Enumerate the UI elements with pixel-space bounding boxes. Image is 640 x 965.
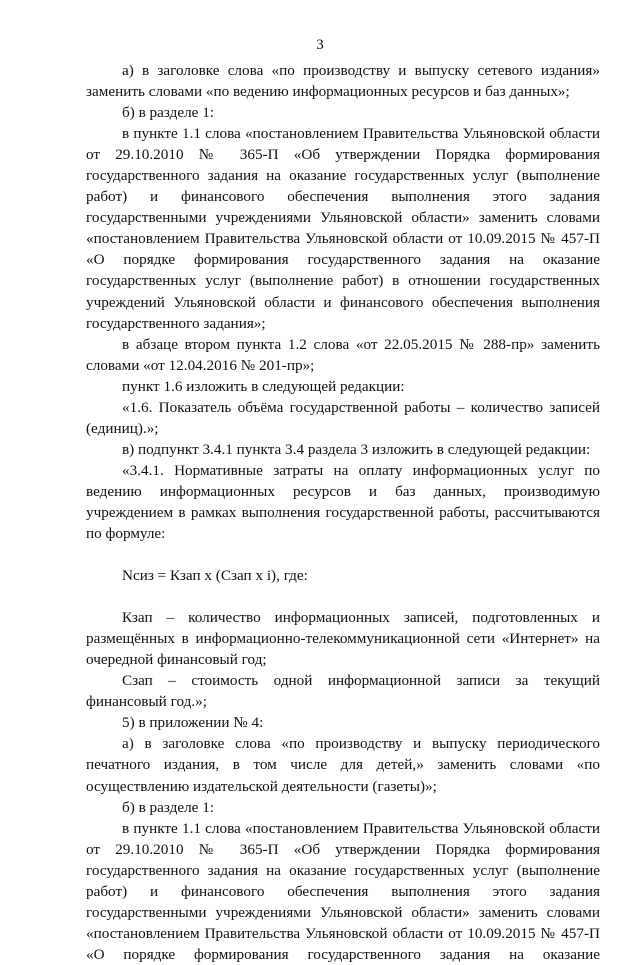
formula: Nсиз = Кзап х (Сзап х i), где: (122, 567, 308, 585)
paragraph-appendix-4-clause-1-1: в пункте 1.1 слова «постановлением Правительства Ульяновской области от 29.10.2010 № 365-П «Об утверждении Порядка формирования государственного задания на оказание государственных услуг (выполнение работ) и финансового обеспечения выполнения этого задания государственными учреждениями Ульяновской области» заменить словами «постановлением Правительства Ульяновской области от 10.09.2015 № 457-П «О порядке формирования государственного задания на оказание (86, 819, 600, 963)
paragraph-appendix-4-section-1-b: б) в разделе 1: (122, 798, 215, 816)
paragraph-clause-1-6-text: «1.6. Показатель объёма государственной работы – количество записей (единиц).»; (86, 398, 600, 437)
page-number: 3 (316, 37, 324, 53)
paragraph-section-1-b: б) в разделе 1: (122, 104, 215, 122)
document-body (86, 60, 600, 965)
paragraph-subclause-3-4-1-text: «3.4.1. Нормативные затраты на оплату информационных услуг по ведению информационных ресурсов и баз данных, производимую учреждением в рамках выполнения государственной работы, рассчитываются по формуле: (86, 461, 600, 543)
paragraph-szap-definition: Сзап – стоимость одной информационной записи за текущий финансовый год.»; (86, 672, 600, 711)
paragraph-clause-1-1: в пункте 1.1 слова «постановлением Правительства Ульяновской области от 29.10.2010 № 365-П «Об утверждении Порядка формирования государственного задания на оказание государственных услуг (выполнение работ) и финансового обеспечения выполнения этого задания государственными учреждениями Ульяновской области» заменить словами «постановлением Правительства Ульяновской области от 10.09.2015 № 457-П «О порядке формирования государственного задания на оказание государственных услуг (выполнение работ) в отношении государственных учреждений Ульяновской области и финансового обеспечения выполнения государственного задания»; (86, 125, 600, 332)
paragraph-subclause-3-4-1-intro: в) подпункт 3.4.1 пункта 3.4 раздела 3 изложить в следующей редакции: (122, 440, 591, 458)
paragraph-appendix-4: 5) в приложении № 4: (122, 714, 264, 732)
paragraph-kzap-definition: Кзап – количество информационных записей, подготовленных и размещённых в информационно-телекоммуникационной сети «Интернет» на очередной финансовый год; (86, 609, 600, 669)
paragraph-clause-1-6-intro: пункт 1.6 изложить в следующей редакции: (122, 377, 405, 395)
paragraph-clause-1-2: в абзаце втором пункта 1.2 слова «от 22.05.2015 № 288-пр» заменить словами «от 12.04.2016 № 201-пр»; (86, 335, 600, 374)
paragraph-heading-replace-a: а) в заголовке слова «по производству и выпуску сетевого издания» заменить словами «по ведению информационных ресурсов и баз данных»; (86, 62, 600, 101)
paragraph-appendix-4-heading-a: а) в заголовке слова «по производству и выпуску периодического печатного издания, в том числе для детей,» заменить словами «по осуществлению издательской деятельности (газеты)»; (86, 735, 600, 795)
